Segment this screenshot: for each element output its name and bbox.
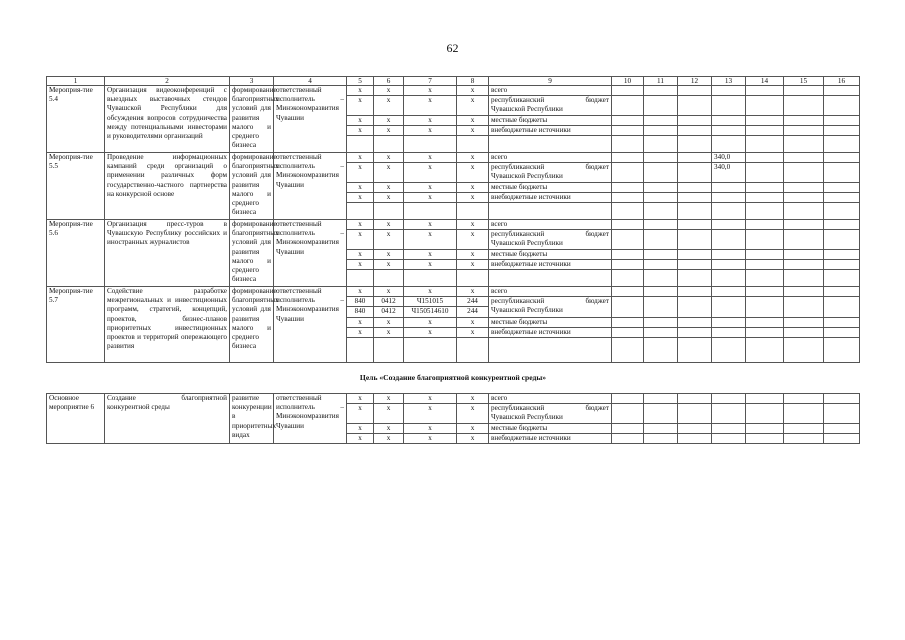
header-cell: 7 [404,77,457,86]
measure-executor: ответственный исполнитель – Минэкономразвития Чувашии [274,394,347,444]
cell-c8: х [457,96,489,115]
table-row: Мероприя-тие 5.7 Содействие разработке межрегиональных и инвестиционных программ, стратегий, концепций, проектов, бизнес-планов приоритетных инвестиционных проектов и территорий опережающего развития формирование благоприятных условий для развития малого и среднего бизнеса ответственный исполнитель – Минэкономразвития Чувашии х х х х всего [47,287,860,297]
header-cell: 10 [612,77,644,86]
source-extra: внебюджетные источники [489,433,612,443]
source-republican: республиканский бюджет Чувашской Республики [489,230,612,249]
table-row: х х х х местные бюджеты [47,423,860,433]
measure-target: формирование благоприятных условий для развития малого и среднего бизнеса [230,86,274,153]
source-total: всего [489,86,612,96]
cell-c6: х [374,220,404,230]
measure-id: Мероприя-тие 5.4 [47,86,105,153]
source-extra: внебюджетные источники [489,327,612,337]
header-cell: 11 [644,77,678,86]
measure-executor: ответственный исполнитель – Минэкономразвития Чувашии [274,287,347,363]
source-republican: республиканский бюджет Чувашской Республики [489,404,612,423]
cell-c7: Ч150514610 [404,307,457,317]
table-row [47,220,860,230]
measure-name: Проведение информационных кампаний среди организаций о применении различных форм государственно-частного партнерства на конкурсной основе [105,153,230,220]
header-cell: 5 [347,77,374,86]
cell-c7: х [404,163,457,182]
measure-target: формирование благоприятных условий для развития малого и среднего бизнеса [230,220,274,287]
measure-id: Мероприя-тие 5.7 [47,287,105,363]
table-row: Основное мероприятие 6 Создание благоприятной конкурентной среды развитие конкуренции в приоритетных видах ответственный исполнитель – Минэкономразвития Чувашии х х х х всего [47,394,860,404]
cell-c7: х [404,220,457,230]
table-row: х х х х внебюджетные источники [47,259,860,269]
table-row: х х х х местные бюджеты [47,115,860,125]
header-cell: 13 [712,77,746,86]
table-row: х х х х местные бюджеты [47,182,860,192]
cell-c7: Ч151015 [404,297,457,307]
header-cell: 14 [746,77,784,86]
measure-executor: ответственный исполнитель – Минэкономразвития Чувашии [274,86,347,153]
header-cell: 2 [105,77,230,86]
table-row [47,86,860,96]
measure-name: Создание благоприятной конкурентной среды [105,394,230,444]
cell-c8: х [457,86,489,96]
cell-c7: х [404,86,457,96]
source-local: местные бюджеты [489,249,612,259]
cell-c5: 840 [347,297,374,307]
cell-c7: х [404,153,457,163]
table-row: х х х х местные бюджеты [47,249,860,259]
source-total: всего [489,394,612,404]
header-cell: 4 [274,77,347,86]
header-cell: 6 [374,77,404,86]
program-table [46,76,860,444]
table-row: х х х х республиканский бюджет Чувашской Республики [47,404,860,423]
cell-c5: 840 [347,307,374,317]
measure-name: Организация пресс-туров в Чувашскую Республику российских и иностранных журналистов [105,220,230,287]
page-number: 62 [446,41,459,55]
table-row: х х х х внебюджетные источники [47,327,860,337]
measure-target: формирование благоприятных условий для развития малого и среднего бизнеса [230,153,274,220]
cell-c6: х [374,96,404,115]
source-local: местные бюджеты [489,115,612,125]
cell-c13: 340,0 [712,163,746,182]
source-total: всего [489,287,612,297]
measure-name: Содействие разработке межрегиональных и инвестиционных программ, стратегий, концепций, проектов, бизнес-планов приоритетных инвестиционных проектов и территорий опережающего развития [105,287,230,363]
table-row [47,153,860,163]
header-cell: 1 [47,77,105,86]
cell-c13 [712,230,746,249]
source-local: местные бюджеты [489,182,612,192]
source-local: местные бюджеты [489,423,612,433]
cell-c8: х [457,220,489,230]
cell-c6: 0412 [374,297,404,307]
source-republican: республиканский бюджет Чувашской Республики [489,297,612,317]
cell-c13 [712,86,746,96]
measure-id: Мероприя-тие 5.6 [47,220,105,287]
measure-id: Мероприя-тие 5.5 [47,153,105,220]
measure-target: формирование благоприятных условий для развития малого и среднего бизнеса [230,287,274,363]
cell-c5: х [347,86,374,96]
cell-c6: 0412 [374,307,404,317]
cell-c13: 340,0 [712,153,746,163]
table-row: х х х х внебюджетные источники [47,192,860,202]
measure-target: развитие конкуренции в приоритетных видах [230,394,274,444]
header-cell: 9 [489,77,612,86]
source-total: всего [489,153,612,163]
header-cell: 15 [784,77,824,86]
cell-c8: х [457,153,489,163]
source-extra: внебюджетные источники [489,192,612,202]
source-local: местные бюджеты [489,317,612,327]
cell-c6: х [374,163,404,182]
cell-c8: 244 [457,297,489,307]
source-extra: внебюджетные источники [489,259,612,269]
cell-c13 [712,96,746,115]
cell-c5: х [347,163,374,182]
goal-title: Цель «Создание благоприятной конкурентной среды» [47,363,860,394]
header-cell: 8 [457,77,489,86]
header-row [47,77,860,86]
measure-name: Организация видеоконференций с выездных выставочных стендов Чувашской Республики для обсуждения вопросов сотрудничества между потенциальными инвесторами и руководителями организаций [105,86,230,153]
cell-c8: х [457,230,489,249]
cell-c7: х [404,96,457,115]
measure-id: Основное мероприятие 6 [47,394,105,444]
source-republican: республиканский бюджет Чувашской Республики [489,96,612,115]
cell-c7: х [404,230,457,249]
header-cell: 16 [824,77,860,86]
cell-c6: х [374,86,404,96]
cell-c8: х [457,163,489,182]
cell-c5: х [347,153,374,163]
source-total: всего [489,220,612,230]
measure-executor: ответственный исполнитель – Минэкономразвития Чувашии [274,153,347,220]
table-row: х х х х внебюджетные источники [47,433,860,443]
header-cell: 3 [230,77,274,86]
cell-c6: х [374,153,404,163]
cell-c6: х [374,230,404,249]
source-extra: внебюджетные источники [489,125,612,135]
cell-c5: х [347,230,374,249]
table-row: х х х х внебюджетные источники [47,125,860,135]
cell-c13 [712,220,746,230]
table-row: х х х х местные бюджеты [47,317,860,327]
measure-executor: ответственный исполнитель – Минэкономразвития Чувашии [274,220,347,287]
goal-row [47,363,860,394]
cell-c5: х [347,220,374,230]
cell-c5: х [347,96,374,115]
cell-c8: 244 [457,307,489,317]
source-republican: республиканский бюджет Чувашской Республики [489,163,612,182]
header-cell: 12 [678,77,712,86]
